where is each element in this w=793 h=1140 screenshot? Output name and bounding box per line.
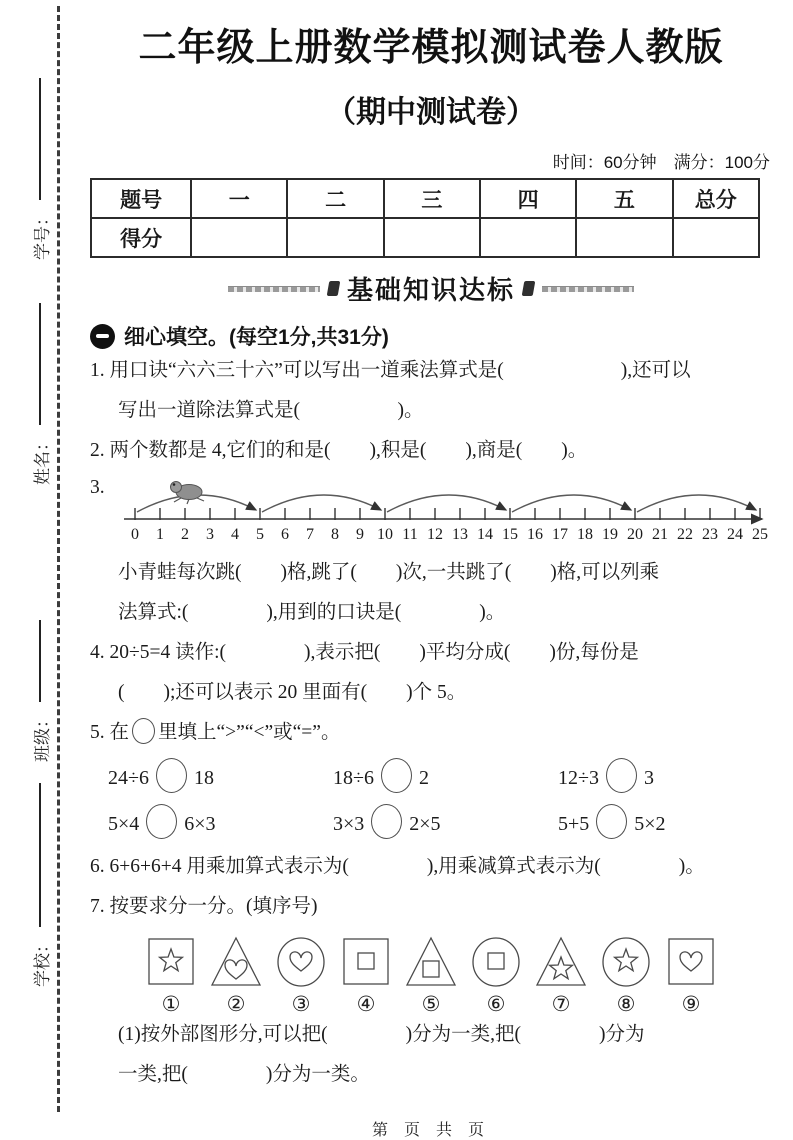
question-4-line-2: ( );还可以表示 20 里面有( )个 5。 <box>118 682 467 704</box>
triangle-with-square-icon <box>404 935 458 989</box>
svg-text:14: 14 <box>477 526 493 544</box>
question-3-number: 3. <box>90 477 105 499</box>
svg-text:3: 3 <box>206 526 214 544</box>
score-table-header-row <box>91 179 759 218</box>
svg-text:5: 5 <box>256 526 264 544</box>
comparison-right-expression: 2×5 <box>409 813 441 836</box>
question-7-heading: 7. 按要求分一分。(填序号) <box>90 896 318 918</box>
score-table-header-cell: 总分 <box>673 179 760 218</box>
school-label: 学校： <box>32 936 52 987</box>
shape-item-square-heart <box>664 935 718 1015</box>
score-blank-cell <box>384 218 480 257</box>
comparison-left-expression: 5+5 <box>558 813 590 836</box>
comparison-item <box>333 801 558 847</box>
comparison-right-expression: 5×2 <box>634 813 666 836</box>
question-1-line-1: 1. 用口诀“六六三十六”可以写出一道乘法算式是( ),还可以 <box>90 360 691 382</box>
section-clip-icon <box>522 281 536 296</box>
margin-field-name <box>25 303 55 485</box>
svg-text:8: 8 <box>331 526 339 544</box>
frog-icon <box>171 482 205 505</box>
comparison-right-expression: 6×3 <box>184 813 216 836</box>
number-line-figure <box>120 473 772 553</box>
svg-text:21: 21 <box>652 526 668 544</box>
page-footer: 第 页 共 页 <box>371 1122 490 1140</box>
shape-item-circle-square <box>469 935 523 1015</box>
part-number-badge-icon <box>90 324 115 349</box>
svg-text:10: 10 <box>377 526 393 544</box>
question-7-sub1-line-2: 一类,把( )分为一类。 <box>118 1064 370 1086</box>
svg-text:4: 4 <box>231 526 239 544</box>
comparison-left-expression: 24÷6 <box>108 767 149 790</box>
score-row-label: 得分 <box>91 218 191 257</box>
svg-text:0: 0 <box>131 526 139 544</box>
shapes-figure-row <box>90 935 772 1015</box>
question-7-sub1-line-1: (1)按外部图形分,可以把( )分为一类,把( )分为 <box>118 1024 645 1046</box>
exam-meta: 时间：60分钟 满分：100分 <box>552 153 770 173</box>
comparison-item <box>558 801 772 847</box>
name-fill-line <box>39 303 41 425</box>
comparison-right-expression: 18 <box>193 767 214 790</box>
svg-text:22: 22 <box>677 526 693 544</box>
shape-index-number: ⑧ <box>616 992 636 1017</box>
svg-text:24: 24 <box>727 526 743 544</box>
score-table-header-cell: 题号 <box>91 179 191 218</box>
shape-index-number: ⑥ <box>486 992 506 1017</box>
part1-heading <box>90 321 772 351</box>
name-label: 姓名： <box>32 434 52 485</box>
square-with-star-icon <box>144 935 198 989</box>
blank-circle-icon <box>132 718 155 744</box>
section-divider-left <box>228 286 320 292</box>
shape-index-number: ⑦ <box>551 992 571 1017</box>
section-divider-right <box>542 286 634 292</box>
score-blank-cell <box>287 218 383 257</box>
score-table-header-cell: 五 <box>576 179 672 218</box>
svg-text:9: 9 <box>356 526 364 544</box>
student-id-fill-line <box>39 78 41 200</box>
svg-text:17: 17 <box>552 526 568 544</box>
blank-circle-icon <box>596 804 627 839</box>
score-table-header-cell: 四 <box>480 179 576 218</box>
score-blank-cell <box>576 218 672 257</box>
comparison-left-expression: 12÷3 <box>558 767 599 790</box>
svg-text:12: 12 <box>427 526 443 544</box>
comparison-right-expression: 3 <box>643 767 654 790</box>
question-5-heading <box>90 713 772 753</box>
svg-text:19: 19 <box>602 526 618 544</box>
class-fill-line <box>39 620 41 702</box>
comparison-left-expression: 5×4 <box>108 813 140 836</box>
question-6-line-1: 6. 6+6+6+4 用乘加算式表示为( ),用乘减算式表示为( )。 <box>90 856 705 878</box>
shape-item-triangle-square <box>404 935 458 1015</box>
question-3-line-2: 法算式:( ),用到的口诀是( )。 <box>118 602 506 624</box>
svg-text:15: 15 <box>502 526 518 544</box>
comparison-grid <box>90 755 772 847</box>
score-table-header-cell: 一 <box>191 179 287 218</box>
svg-text:1: 1 <box>156 526 164 544</box>
svg-text:16: 16 <box>527 526 543 544</box>
score-blank-cell <box>480 218 576 257</box>
question-2-line-1: 2. 两个数都是 4,它们的和是( ),积是( ),商是( )。 <box>90 440 588 462</box>
question-5-prefix: 5. 在 <box>90 722 130 744</box>
shape-index-number: ⑨ <box>681 992 701 1017</box>
svg-text:23: 23 <box>702 526 718 544</box>
shape-index-number: ② <box>226 992 246 1017</box>
comparison-item <box>108 755 333 801</box>
circle-with-heart-icon <box>274 935 328 989</box>
question-5-suffix: 里填上“>”“<”或“=”。 <box>158 722 341 744</box>
shape-item-circle-star <box>599 935 653 1015</box>
svg-text:18: 18 <box>577 526 593 544</box>
comparison-right-expression: 2 <box>418 767 429 790</box>
score-table-header-cell: 三 <box>384 179 480 218</box>
section-title: 基础知识达标 <box>346 275 515 306</box>
question-4-line-1: 4. 20÷5=4 读作:( ),表示把( )平均分成( )份,每份是 <box>90 642 639 664</box>
circle-with-star-icon <box>599 935 653 989</box>
score-table-header-cell: 二 <box>287 179 383 218</box>
shape-item-circle-heart <box>274 935 328 1015</box>
question-3-line-1: 小青蛙每次跳( )格,跳了( )次,一共跳了( )格,可以列乘 <box>118 562 660 584</box>
comparison-left-expression: 3×3 <box>333 813 365 836</box>
part1-title: 细心填空。(每空1分,共31分) <box>124 326 389 350</box>
school-fill-line <box>39 783 41 927</box>
section-clip-icon <box>327 281 341 296</box>
shape-item-triangle-star <box>534 935 588 1015</box>
shape-item-square-star <box>144 935 198 1015</box>
triangle-with-heart-icon <box>209 935 263 989</box>
circle-with-square-icon <box>469 935 523 989</box>
page-title: 二年级上册数学模拟测试卷人教版 <box>138 27 724 69</box>
score-table <box>90 178 760 258</box>
score-table-score-row <box>91 218 759 257</box>
blank-circle-icon <box>606 758 637 793</box>
student-id-label: 学号： <box>32 209 52 260</box>
margin-field-school <box>25 783 55 987</box>
shape-index-number: ⑤ <box>421 992 441 1017</box>
svg-text:20: 20 <box>627 526 643 544</box>
svg-text:7: 7 <box>306 526 314 544</box>
blank-circle-icon <box>146 804 177 839</box>
cut-dashed-line <box>57 6 60 1112</box>
question-1-line-2: 写出一道除法算式是( )。 <box>118 400 424 422</box>
comparison-item <box>108 801 333 847</box>
svg-text:2: 2 <box>181 526 189 544</box>
blank-circle-icon <box>371 804 402 839</box>
margin-field-class <box>25 620 55 762</box>
score-blank-cell <box>191 218 287 257</box>
question-3-figure-row <box>90 473 772 553</box>
svg-text:11: 11 <box>402 526 418 544</box>
shape-item-triangle-heart <box>209 935 263 1015</box>
page-subtitle: （期中测试卷） <box>326 95 536 129</box>
margin-field-student-id <box>25 78 55 260</box>
comparison-item <box>333 755 558 801</box>
section-header <box>90 270 772 307</box>
shape-index-number: ① <box>161 992 181 1017</box>
comparison-left-expression: 18÷6 <box>333 767 374 790</box>
svg-text:13: 13 <box>452 526 468 544</box>
square-with-heart-icon <box>664 935 718 989</box>
blank-circle-icon <box>381 758 412 793</box>
shape-index-number: ③ <box>291 992 311 1017</box>
shape-index-number: ④ <box>356 992 376 1017</box>
shape-item-square-square <box>339 935 393 1015</box>
svg-text:25: 25 <box>752 526 768 544</box>
square-with-square-icon <box>339 935 393 989</box>
triangle-with-star-icon <box>534 935 588 989</box>
class-label: 班级： <box>32 711 52 762</box>
blank-circle-icon <box>156 758 187 793</box>
part-one-dash <box>96 334 109 338</box>
score-blank-cell <box>673 218 760 257</box>
paper-body <box>90 0 772 1140</box>
svg-text:6: 6 <box>281 526 289 544</box>
comparison-item <box>558 755 772 801</box>
